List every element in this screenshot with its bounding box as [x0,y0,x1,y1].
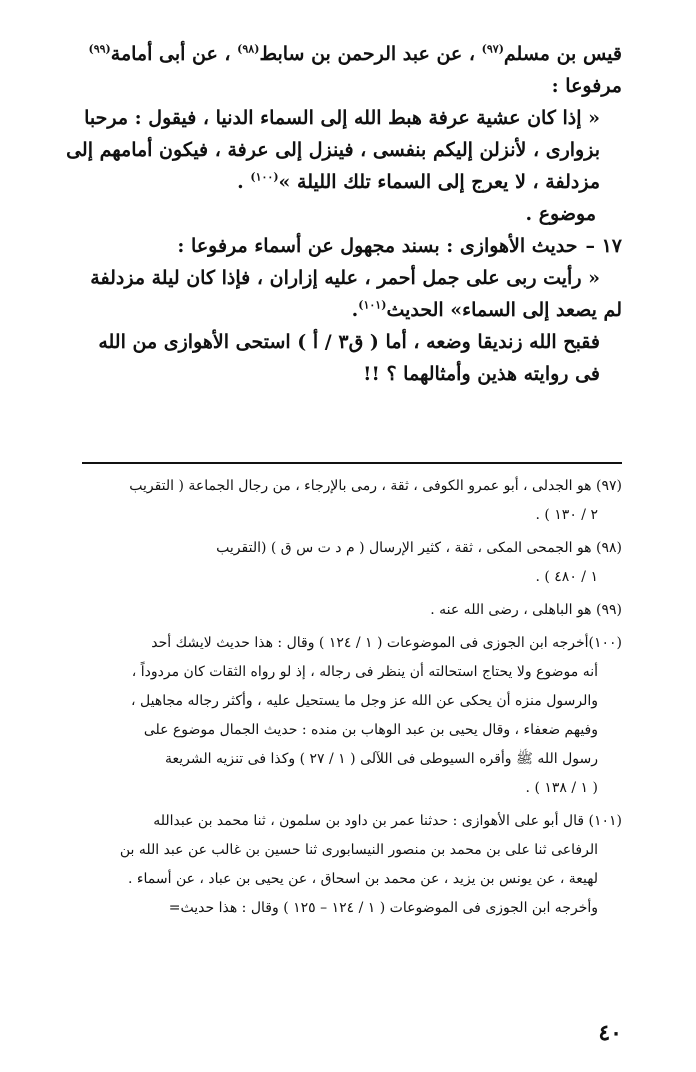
footnote-line: (٩٨) هو الجمحى المكى ، ثقة ، كثير الإرسال ( م د ت س ق ) (التقريب [216,540,622,556]
footnote-100 [66,629,622,803]
text-line: مرفوعا : [551,75,622,97]
footnote-line: وفيهم ضعفاء ، وقال يحيى بن عبد الوهاب بن منده : حديث الجمال موضوع على [143,722,598,738]
footnote-line: والرسول منزه أن يحكى عن الله عز وجل ما يستحيل عليه ، وأكثر رجاله مجاهيل ، [131,693,598,709]
text-line: فى روايته هذين وأمثالهما ؟ !! [363,363,600,385]
footnote-ref[interactable]: (٩٨) [237,42,260,56]
footnote-line: رسول الله ﷺ وأقره السيوطى فى اللآلى ( ١ / ٢٧ ) وكذا فى تنزيه الشريعة [164,751,598,767]
footnote-99 [66,596,622,625]
footnote-line: (٩٧) هو الجدلى ، أبو عمرو الكوفى ، ثقة ، رمى بالإرجاء ، من رجال الجماعة ( التقريب [129,478,622,494]
paragraph-isnad [66,38,622,102]
footnote-line: الرفاعى ثنا على بن محمد بن منصور النيسابورى ثنا حسين بن غالب عن عبد الله بن [119,842,598,858]
footnotes [66,472,622,927]
footnote-line: لهيعة ، عن يونس بن يزيد ، عن محمد بن اسحاق ، عن يحيى بن عباد ، عن أسماء . [128,871,598,887]
footnote-ref[interactable]: (١٠١) [358,298,387,312]
text-line: موضوع . [525,203,596,225]
footnote-ref[interactable]: (١٠٠) [250,170,279,184]
paragraph-hadith-16 [66,102,622,198]
footnote-line: أنه موضوع ولا يحتاج استحالته أن ينظر فى رجاله ، إذ لو رواه الثقات كان مردوداً ، [131,664,598,680]
paragraph-commentary [66,326,622,390]
footnote-divider [82,462,622,464]
paragraph-hadith-17-end [66,294,622,326]
text-line: لم يصعد إلى السماء» الحديث$^{(١٠١)}$. [351,298,622,321]
text-line: « رأيت ربى على جمل أحمر ، عليه إزاران ، فإذا كان ليلة مزدلفة [90,267,600,289]
paragraph-hadith-17 [66,230,622,262]
text-line: « إذا كان عشية عرفة هبط الله إلى السماء الدنيا ، فيقول : مرحبا [84,107,600,129]
footnote-101 [66,807,622,923]
footnote-ref[interactable]: (٩٧) [481,42,504,56]
page-number: ٤٠ [598,1020,622,1046]
footnote-line: وأخرجه ابن الجوزى فى الموضوعات ( ١ / ١٢٤ – ١٢٥ ) وقال : هذا حديث= [168,900,598,916]
paragraph-hadith-17-text [66,262,622,294]
text-line: فقبح الله زنديقا وضعه ، أما ( ق٣ / أ ) استحى الأهوازى من الله [98,331,600,353]
text-line: ١٧ –حديث الأهوازى : بسند مجهول عن أسماء مرفوعا : [177,235,622,257]
footnote-line: ١ / ٤٨٠ ) . [535,569,598,585]
footnote-ref[interactable]: (٩٩) [88,42,111,56]
footnote-line: ( ١ / ١٣٨ ) . [525,780,598,796]
hadith-number: ١٧ – [585,235,622,257]
footnote-98 [66,534,622,592]
footnote-line: ٢ / ١٣٠ ) . [535,507,598,523]
text-line: مزدلفة ، لا يعرج إلى السماء تلك الليلة »$^{(١٠٠)}$ . [237,170,600,193]
footnote-97 [66,472,622,530]
verdict-text [66,198,622,230]
text-line: بزوارى ، لأنزلن إليكم بنفسى ، فينزل إلى عرفة ، فيكون أمامهم إلى [66,139,600,161]
text-line: قيس بن مسلم$^{(٩٧)}$ ، عن عبد الرحمن بن سابط$^{(٩٨)}$ ، عن أبى أمامة$^{(٩٩)}$ [88,42,622,65]
footnote-line: (١٠٠)أخرجه ابن الجوزى فى الموضوعات ( ١ / ١٢٤ ) وقال : هذا حديث لايشك أحد [151,635,622,651]
main-text [66,38,622,390]
footnote-line: (٩٩) هو الباهلى ، رضى الله عنه . [430,602,622,618]
footnote-line: (١٠١) قال أبو على الأهوازى : حدثنا عمر بن داود بن سلمون ، ثنا محمد بن عبدالله [153,813,622,829]
